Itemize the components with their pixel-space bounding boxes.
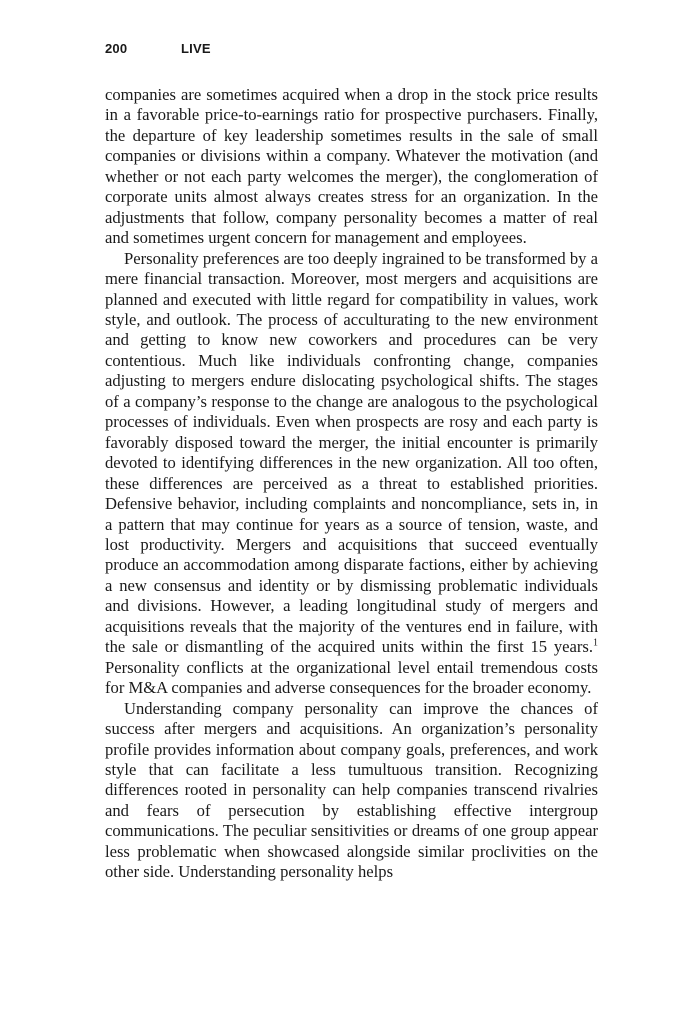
running-title: LIVE xyxy=(181,41,211,56)
paragraph-2-text: Personality preferences are too deeply ingrained to be transformed by a mere financial transaction. Moreover, most mergers and acquisitions are planned and executed with little regard for compatibility in values, work style, and outlook. The process of acculturating to the new environment and getting to know new coworkers and procedures can be very contentious. Much like individuals confronting change, companies adjusting to mergers endure dislocating psychological shifts. The stages of a company’s response to the change are analogous to the psychological processes of individuals. Even when prospects are rosy and each party is favorably disposed toward the merger, the initial encounter is primarily devoted to identifying differences in the new organization. All too often, these differences are perceived as a threat to established priorities. Defensive behavior, including complaints and noncompliance, sets in, in a pattern that may continue for years as a source of tension, waste, and lost productivity. Mergers and acquisitions that succeed eventually produce an accommodation among disparate factions, either by achieving a new consensus and identity or by dismissing problematic individuals and divisions. However, a leading longitudinal study of mergers and acquisitions reveals that the majority of the ventures end in failure, with the sale or dismantling of the acquired units within the first 15 years. xyxy=(105,248,598,657)
paragraph-1: companies are sometimes acquired when a drop in the stock price results in a favorable price-to-earnings ratio for prospective purchasers. Finally, the departure of key leadership sometimes results in the sale of small companies or divisions within a company. Whatever the motivation (and whether or not each party welcomes the merger), the conglomeration of corporate units almost always creates stress for an organization. In the adjustments that follow, company personality becomes a matter of real and sometimes urgent concern for management and employees. xyxy=(105,85,598,248)
running-head xyxy=(105,41,211,56)
paragraph-3: Understanding company personality can improve the chances of success after mergers and acquisitions. An organization’s personality profile provides information about company goals, preferences, and work style that can facilitate a less tumultuous transition. Recognizing differences rooted in personality can help companies transcend rivalries and fears of persecution by establishing effective intergroup communications. The peculiar sensitivities or dreams of one group appear less problematic when showcased alongside similar proclivities on the other side. Understanding personality helps xyxy=(105,698,598,882)
paragraph-2-text-continued: Personality conflicts at the organizational level entail tremendous costs for M&A companies and adverse consequences for the broader economy. xyxy=(105,657,598,698)
footnote-reference[interactable]: 1 xyxy=(593,637,598,649)
paragraph-2 xyxy=(105,249,598,699)
body-text xyxy=(105,85,598,883)
page-number: 200 xyxy=(105,41,128,56)
